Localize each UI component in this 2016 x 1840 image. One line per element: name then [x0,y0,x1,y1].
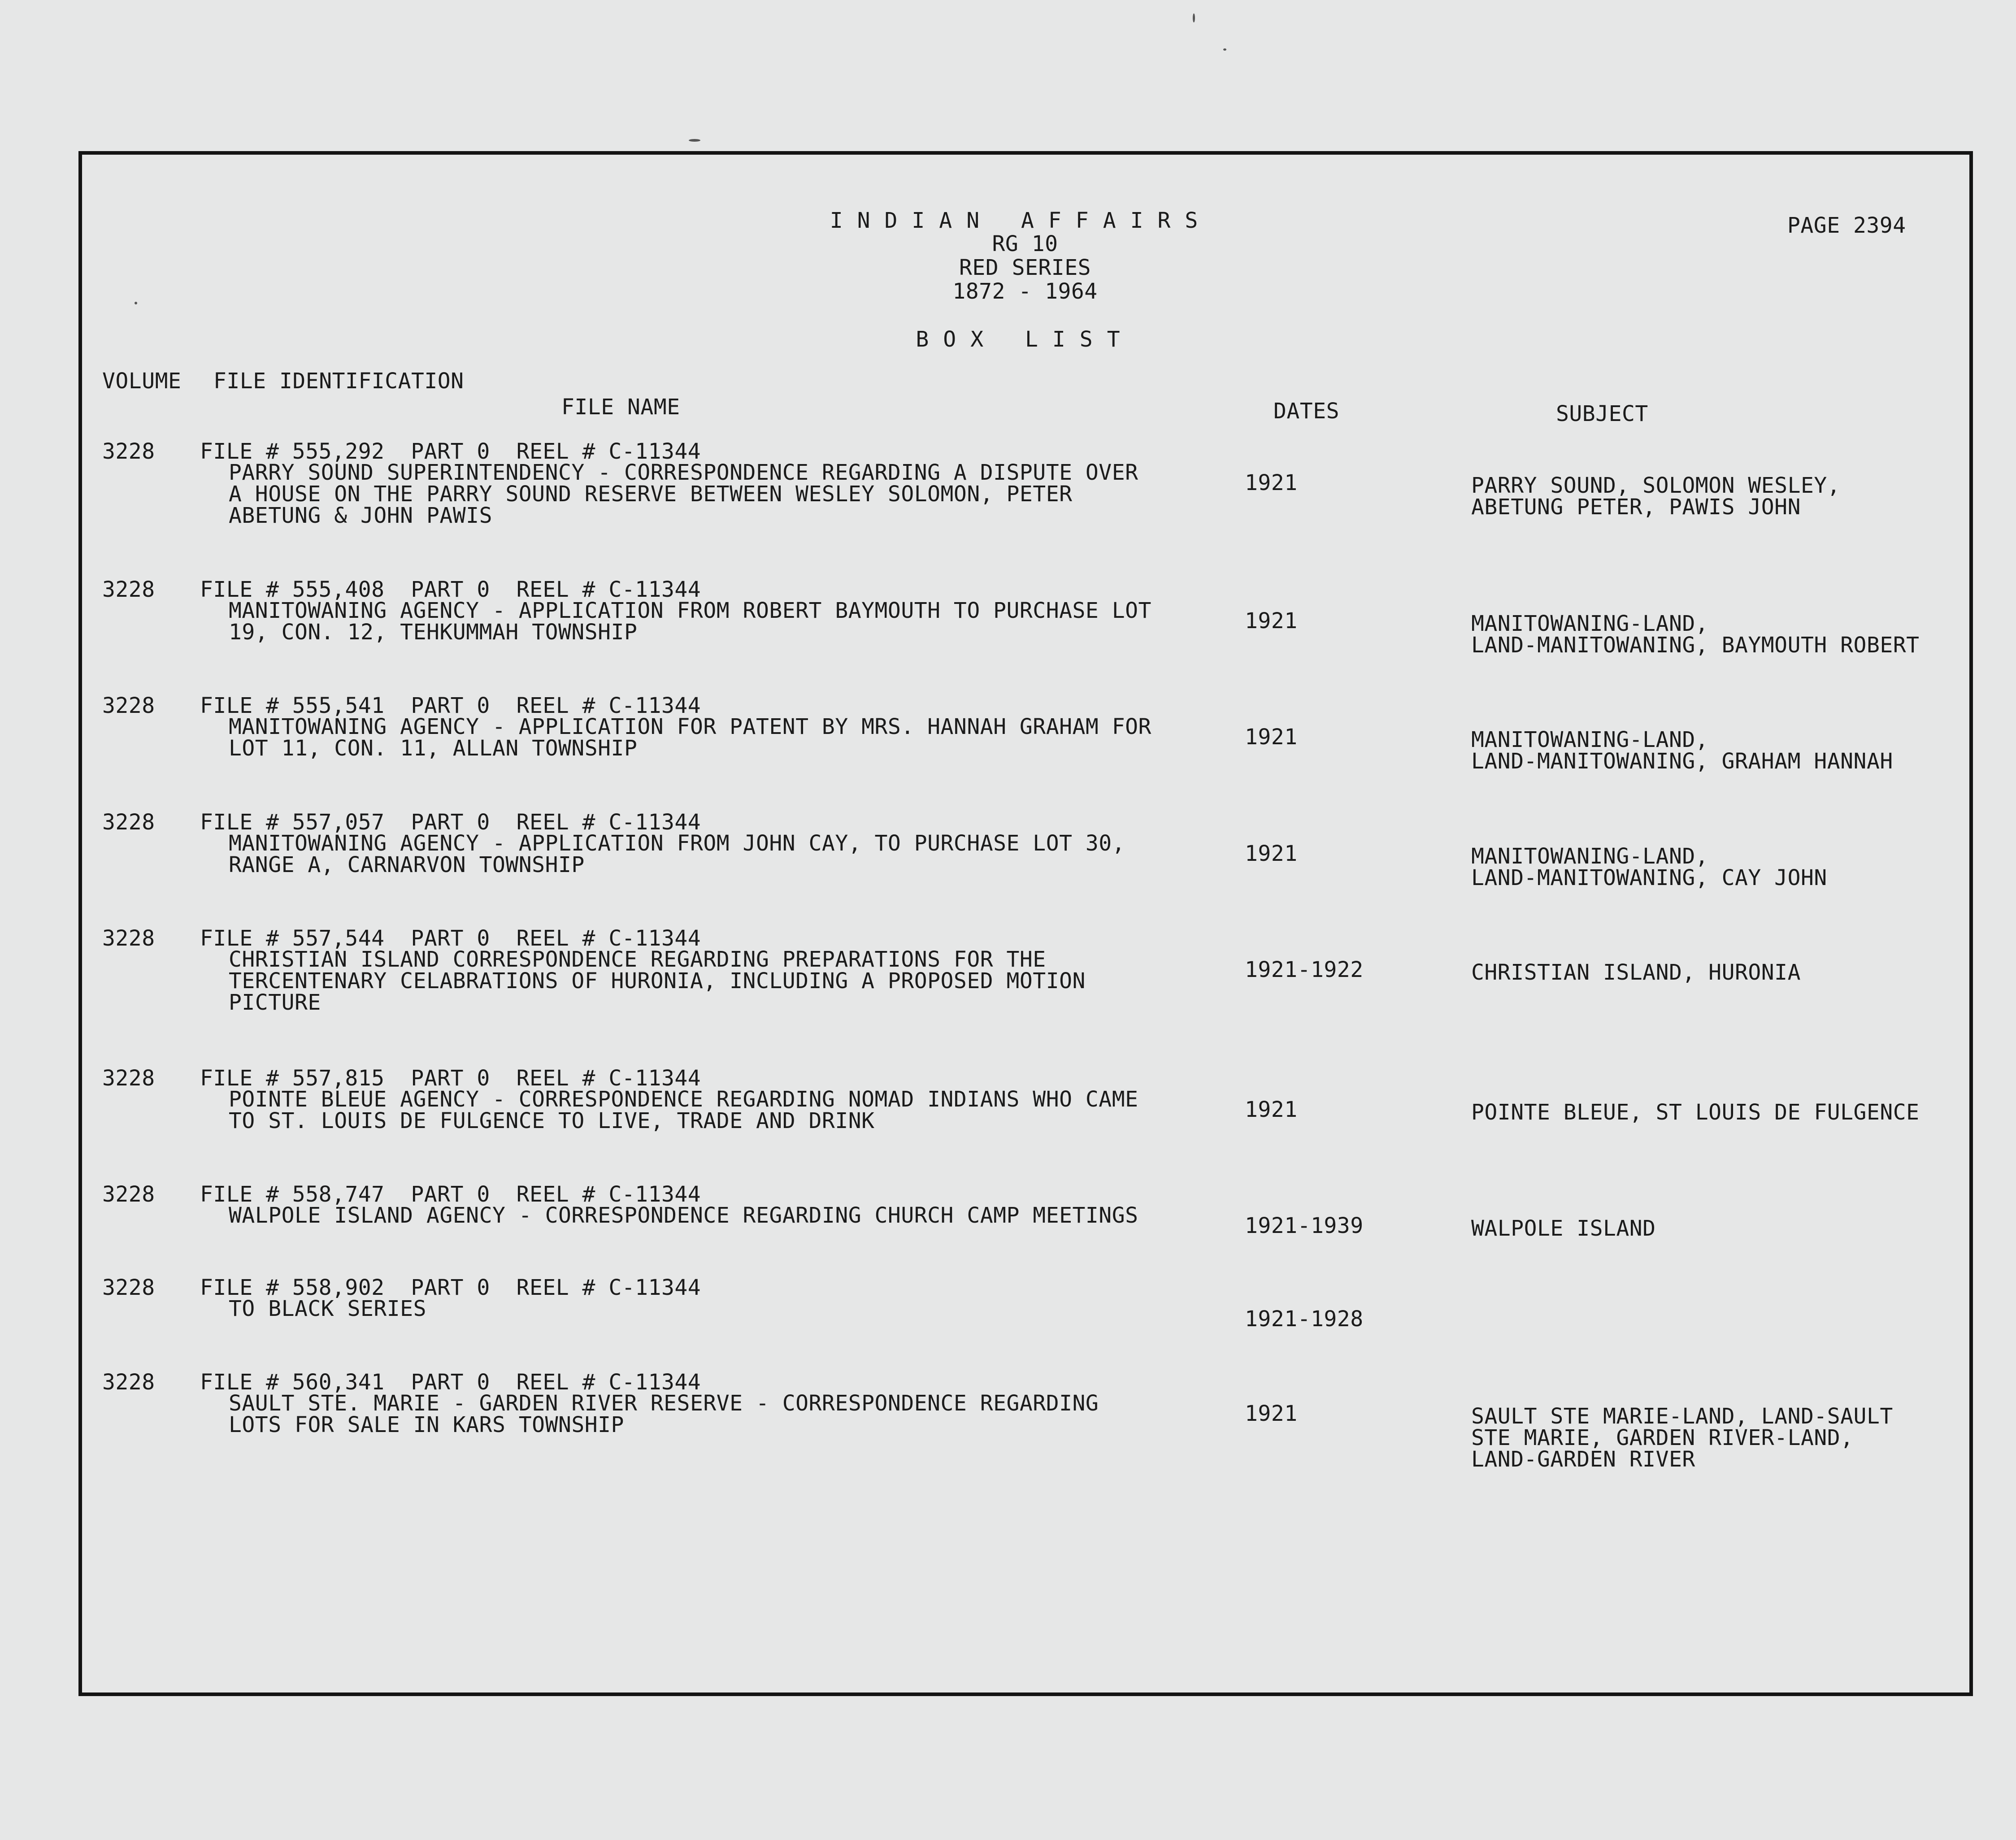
entry-dates: 1921-1928 [1245,1306,1364,1332]
entry-subject-line: STE MARIE, GARDEN RIVER-LAND, [1471,1425,1854,1450]
entry-dates: 1921 [1245,608,1298,634]
entry-subject-line: PARRY SOUND, SOLOMON WESLEY, [1471,473,1841,498]
entry-file-line: FILE # 555,292 PART 0 REEL # C-11344 [200,439,701,464]
entry-subject-line: LAND-GARDEN RIVER [1471,1447,1695,1472]
column-header-volume: VOLUME [102,369,182,394]
entry-volume: 3228 [102,439,155,464]
entry-file-name-line: MANITOWANING AGENCY - APPLICATION FROM ROBERT BAYMOUTH TO PURCHASE LOT [229,598,1151,623]
entry-dates: 1921 [1245,470,1298,495]
scan-speck [1223,48,1226,51]
entry-subject-line: SAULT STE MARIE-LAND, LAND-SAULT [1471,1404,1893,1429]
column-header-subject: SUBJECT [1556,401,1648,426]
entry-file-line: FILE # 557,544 PART 0 REEL # C-11344 [200,926,701,951]
column-header-file-name: FILE NAME [561,395,680,420]
entry-file-name-line: LOTS FOR SALE IN KARS TOWNSHIP [229,1412,624,1437]
entry-subject-line: MANITOWANING-LAND, [1471,611,1709,636]
entry-file-line: FILE # 555,408 PART 0 REEL # C-11344 [200,577,701,602]
entry-file-name-line: MANITOWANING AGENCY - APPLICATION FOR PATENT BY MRS. HANNAH GRAHAM FOR [229,714,1151,739]
entry-subject-line: CHRISTIAN ISLAND, HURONIA [1471,960,1801,985]
entry-file-line: FILE # 555,541 PART 0 REEL # C-11344 [200,693,701,718]
entry-dates: 1921 [1245,841,1298,866]
entry-file-name-line: RANGE A, CARNARVON TOWNSHIP [229,852,585,877]
entry-file-line: FILE # 557,057 PART 0 REEL # C-11344 [200,810,701,835]
list-type: BOX LIST [916,327,1134,352]
scan-speck [135,302,137,304]
page-number: PAGE 2394 [1787,213,1906,238]
entry-file-line: FILE # 558,902 PART 0 REEL # C-11344 [200,1275,701,1300]
entry-dates: 1921 [1245,1401,1298,1426]
scan-speck [1193,13,1195,22]
doc-title: INDIAN AFFAIRS [830,208,1212,233]
entry-subject-line: ABETUNG PETER, PAWIS JOHN [1471,495,1801,520]
entry-file-name-line: TO BLACK SERIES [229,1296,426,1321]
entry-file-name-line: MANITOWANING AGENCY - APPLICATION FROM JOHN CAY, TO PURCHASE LOT 30, [229,831,1125,856]
entry-subject-line: MANITOWANING-LAND, [1471,844,1709,869]
entry-subject-line: POINTE BLEUE, ST LOUIS DE FULGENCE [1471,1100,1920,1125]
year-range: 1872 - 1964 [952,279,1098,304]
scan-speck [689,139,700,142]
column-header-file-identification: FILE IDENTIFICATION [213,369,464,394]
entry-volume: 3228 [102,1182,155,1207]
record-group: RG 10 [992,231,1058,256]
entry-file-name-line: ABETUNG & JOHN PAWIS [229,503,492,528]
entry-subject-line: LAND-MANITOWANING, GRAHAM HANNAH [1471,749,1893,774]
entry-file-name-line: TO ST. LOUIS DE FULGENCE TO LIVE, TRADE AND DRINK [229,1108,875,1133]
entry-dates: 1921 [1245,725,1298,750]
entry-file-name-line: POINTE BLEUE AGENCY - CORRESPONDENCE REGARDING NOMAD INDIANS WHO CAME [229,1087,1138,1112]
entry-file-name-line: WALPOLE ISLAND AGENCY - CORRESPONDENCE REGARDING CHURCH CAMP MEETINGS [229,1203,1138,1228]
entry-dates: 1921-1922 [1245,957,1364,982]
entry-subject-line: WALPOLE ISLAND [1471,1216,1656,1241]
entry-subject-line: LAND-MANITOWANING, CAY JOHN [1471,865,1827,890]
entry-file-name-line: PICTURE [229,990,321,1015]
entry-subject-line: LAND-MANITOWANING, BAYMOUTH ROBERT [1471,633,1920,658]
entry-file-name-line: TERCENTENARY CELABRATIONS OF HURONIA, INCLUDING A PROPOSED MOTION [229,968,1086,994]
entry-volume: 3228 [102,693,155,718]
entry-file-name-line: 19, CON. 12, TEHKUMMAH TOWNSHIP [229,620,638,645]
entry-file-name-line: CHRISTIAN ISLAND CORRESPONDENCE REGARDING PREPARATIONS FOR THE [229,947,1046,972]
entry-volume: 3228 [102,926,155,951]
entry-volume: 3228 [102,1370,155,1395]
entry-volume: 3228 [102,810,155,835]
entry-dates: 1921 [1245,1097,1298,1122]
entry-file-name-line: LOT 11, CON. 11, ALLAN TOWNSHIP [229,736,638,761]
entry-file-line: FILE # 558,747 PART 0 REEL # C-11344 [200,1182,701,1207]
entry-volume: 3228 [102,577,155,602]
column-header-dates: DATES [1273,399,1339,424]
entry-volume: 3228 [102,1066,155,1091]
entry-dates: 1921-1939 [1245,1213,1364,1238]
entry-file-line: FILE # 557,815 PART 0 REEL # C-11344 [200,1066,701,1091]
entry-file-name-line: PARRY SOUND SUPERINTENDENCY - CORRESPONDENCE REGARDING A DISPUTE OVER [229,460,1138,485]
entry-volume: 3228 [102,1275,155,1300]
entry-subject-line: MANITOWANING-LAND, [1471,727,1709,752]
entry-file-name-line: SAULT STE. MARIE - GARDEN RIVER RESERVE - CORRESPONDENCE REGARDING [229,1391,1099,1416]
entry-file-name-line: A HOUSE ON THE PARRY SOUND RESERVE BETWEEN WESLEY SOLOMON, PETER [229,482,1073,507]
entry-file-line: FILE # 560,341 PART 0 REEL # C-11344 [200,1370,701,1395]
series-name: RED SERIES [959,255,1091,280]
